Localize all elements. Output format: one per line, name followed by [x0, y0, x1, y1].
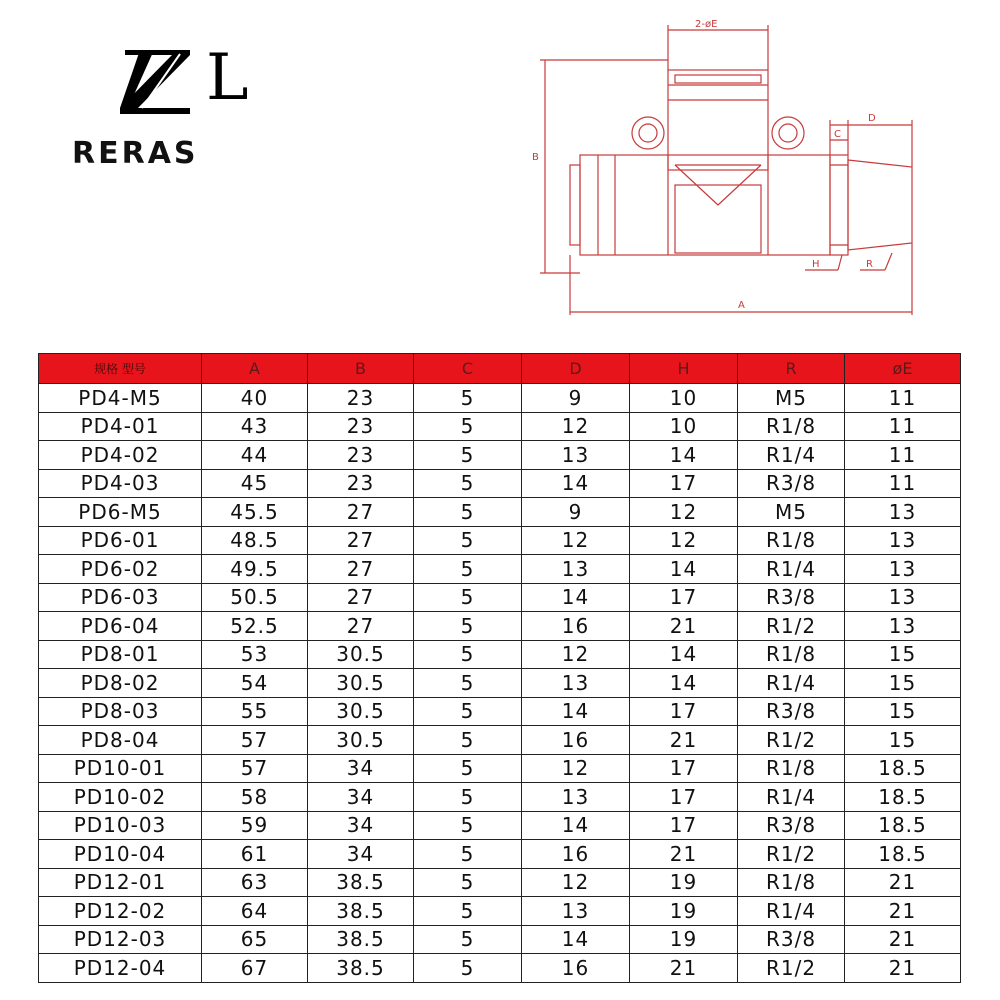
- cell-r: R1/8: [738, 868, 845, 897]
- cell-model: PD8-02: [39, 669, 202, 698]
- header-h: H: [630, 354, 738, 384]
- table-row: [39, 954, 961, 983]
- cell-b: 30.5: [308, 697, 414, 726]
- cell-d: 14: [522, 811, 630, 840]
- cell-a: 57: [202, 754, 308, 783]
- cell-model: PD12-04: [39, 954, 202, 983]
- cell-e: 18.5: [845, 840, 961, 869]
- cell-model: PD4-03: [39, 469, 202, 498]
- cell-h: 14: [630, 555, 738, 584]
- cell-b: 38.5: [308, 868, 414, 897]
- cell-c: 5: [414, 469, 522, 498]
- cell-d: 14: [522, 469, 630, 498]
- cell-a: 59: [202, 811, 308, 840]
- cell-model: PD8-03: [39, 697, 202, 726]
- cell-c: 5: [414, 754, 522, 783]
- cell-d: 16: [522, 726, 630, 755]
- cell-h: 19: [630, 925, 738, 954]
- cell-h: 14: [630, 441, 738, 470]
- cell-e: 13: [845, 612, 961, 641]
- cell-model: PD4-M5: [39, 384, 202, 413]
- cell-model: PD10-04: [39, 840, 202, 869]
- cell-a: 44: [202, 441, 308, 470]
- cell-a: 61: [202, 840, 308, 869]
- cell-a: 57: [202, 726, 308, 755]
- cell-a: 54: [202, 669, 308, 698]
- cell-model: PD6-03: [39, 583, 202, 612]
- cell-e: 18.5: [845, 754, 961, 783]
- tee-fitting-diagram: [520, 15, 940, 330]
- cell-b: 30.5: [308, 669, 414, 698]
- cell-c: 5: [414, 441, 522, 470]
- cell-e: 21: [845, 925, 961, 954]
- cell-model: PD10-03: [39, 811, 202, 840]
- cell-d: 14: [522, 925, 630, 954]
- cell-r: R1/2: [738, 840, 845, 869]
- header-e: øE: [845, 354, 961, 384]
- cell-model: PD12-01: [39, 868, 202, 897]
- cell-h: 14: [630, 669, 738, 698]
- cell-d: 12: [522, 754, 630, 783]
- cell-e: 15: [845, 697, 961, 726]
- cell-c: 5: [414, 498, 522, 527]
- cell-d: 14: [522, 697, 630, 726]
- cell-a: 58: [202, 783, 308, 812]
- cell-h: 17: [630, 469, 738, 498]
- cell-r: R3/8: [738, 811, 845, 840]
- cell-a: 52.5: [202, 612, 308, 641]
- cell-d: 16: [522, 612, 630, 641]
- cell-h: 10: [630, 384, 738, 413]
- table-body: [39, 384, 961, 983]
- dim-label-e: 2-øE: [695, 19, 718, 30]
- cell-model: PD6-01: [39, 526, 202, 555]
- cell-r: M5: [738, 384, 845, 413]
- cell-d: 13: [522, 555, 630, 584]
- cell-r: M5: [738, 498, 845, 527]
- table-row: [39, 811, 961, 840]
- cell-d: 12: [522, 640, 630, 669]
- cell-d: 16: [522, 840, 630, 869]
- cell-b: 27: [308, 612, 414, 641]
- cell-h: 19: [630, 868, 738, 897]
- cell-a: 63: [202, 868, 308, 897]
- cell-c: 5: [414, 612, 522, 641]
- cell-d: 12: [522, 526, 630, 555]
- cell-b: 38.5: [308, 954, 414, 983]
- dim-label-b: B: [532, 152, 539, 163]
- cell-e: 21: [845, 954, 961, 983]
- cell-b: 30.5: [308, 640, 414, 669]
- cell-c: 5: [414, 640, 522, 669]
- cell-a: 40: [202, 384, 308, 413]
- cell-b: 27: [308, 498, 414, 527]
- dim-label-h: H: [812, 259, 820, 270]
- cell-c: 5: [414, 384, 522, 413]
- cell-h: 17: [630, 783, 738, 812]
- dim-label-a: A: [738, 300, 745, 311]
- cell-model: PD6-04: [39, 612, 202, 641]
- cell-r: R1/4: [738, 669, 845, 698]
- spec-table: [38, 353, 961, 983]
- cell-r: R3/8: [738, 469, 845, 498]
- cell-r: R1/4: [738, 555, 845, 584]
- cell-h: 21: [630, 612, 738, 641]
- cell-c: 5: [414, 697, 522, 726]
- cell-model: PD12-02: [39, 897, 202, 926]
- cell-h: 14: [630, 640, 738, 669]
- cell-model: PD10-01: [39, 754, 202, 783]
- cell-a: 43: [202, 412, 308, 441]
- cell-model: PD12-03: [39, 925, 202, 954]
- table-row: [39, 384, 961, 413]
- header-a: A: [202, 354, 308, 384]
- header-model: 规格 型号: [39, 354, 202, 384]
- cell-model: PD6-02: [39, 555, 202, 584]
- cell-e: 11: [845, 441, 961, 470]
- table-row: [39, 783, 961, 812]
- cell-e: 15: [845, 669, 961, 698]
- table-row: [39, 754, 961, 783]
- cell-h: 12: [630, 498, 738, 527]
- table-row: [39, 412, 961, 441]
- cell-h: 10: [630, 412, 738, 441]
- table-row: [39, 583, 961, 612]
- table-header-row: [39, 354, 961, 384]
- cell-c: 5: [414, 555, 522, 584]
- cell-h: 17: [630, 754, 738, 783]
- cell-model: PD4-01: [39, 412, 202, 441]
- cell-b: 23: [308, 384, 414, 413]
- cell-h: 17: [630, 697, 738, 726]
- cell-a: 50.5: [202, 583, 308, 612]
- cell-model: PD10-02: [39, 783, 202, 812]
- table-row: [39, 868, 961, 897]
- cell-e: 18.5: [845, 783, 961, 812]
- cell-model: PD4-02: [39, 441, 202, 470]
- cell-c: 5: [414, 925, 522, 954]
- cell-model: PD8-04: [39, 726, 202, 755]
- cell-r: R1/4: [738, 441, 845, 470]
- table-row: [39, 897, 961, 926]
- cell-a: 48.5: [202, 526, 308, 555]
- cell-b: 38.5: [308, 925, 414, 954]
- cell-c: 5: [414, 783, 522, 812]
- table-row: [39, 726, 961, 755]
- cell-d: 13: [522, 783, 630, 812]
- cell-r: R3/8: [738, 697, 845, 726]
- cell-c: 5: [414, 840, 522, 869]
- table-row: [39, 669, 961, 698]
- cell-a: 67: [202, 954, 308, 983]
- cell-d: 12: [522, 412, 630, 441]
- table-row: [39, 697, 961, 726]
- table-row: [39, 469, 961, 498]
- dim-label-c: C: [834, 129, 841, 140]
- cell-d: 16: [522, 954, 630, 983]
- brand-logo: [60, 40, 300, 180]
- cell-b: 34: [308, 754, 414, 783]
- cell-c: 5: [414, 669, 522, 698]
- cell-c: 5: [414, 897, 522, 926]
- cell-b: 34: [308, 811, 414, 840]
- dim-label-d: D: [868, 113, 876, 124]
- cell-e: 11: [845, 412, 961, 441]
- zl-logo-mark: [120, 40, 300, 120]
- cell-b: 23: [308, 441, 414, 470]
- cell-c: 5: [414, 726, 522, 755]
- cell-b: 34: [308, 840, 414, 869]
- cell-e: 11: [845, 469, 961, 498]
- cell-r: R1/8: [738, 526, 845, 555]
- cell-b: 27: [308, 583, 414, 612]
- dim-label-r: R: [866, 259, 873, 270]
- cell-r: R1/8: [738, 754, 845, 783]
- cell-d: 13: [522, 897, 630, 926]
- cell-a: 45: [202, 469, 308, 498]
- fitting-drawing: [520, 15, 940, 330]
- cell-a: 64: [202, 897, 308, 926]
- cell-c: 5: [414, 583, 522, 612]
- cell-e: 13: [845, 526, 961, 555]
- cell-d: 13: [522, 669, 630, 698]
- cell-c: 5: [414, 412, 522, 441]
- cell-b: 23: [308, 412, 414, 441]
- header-c: C: [414, 354, 522, 384]
- cell-h: 21: [630, 840, 738, 869]
- cell-r: R1/2: [738, 954, 845, 983]
- cell-a: 49.5: [202, 555, 308, 584]
- table-row: [39, 612, 961, 641]
- cell-r: R1/4: [738, 783, 845, 812]
- cell-r: R1/8: [738, 640, 845, 669]
- cell-c: 5: [414, 954, 522, 983]
- cell-d: 9: [522, 498, 630, 527]
- cell-e: 21: [845, 868, 961, 897]
- cell-h: 17: [630, 583, 738, 612]
- cell-h: 19: [630, 897, 738, 926]
- cell-e: 13: [845, 498, 961, 527]
- cell-b: 27: [308, 526, 414, 555]
- cell-d: 14: [522, 583, 630, 612]
- header-d: D: [522, 354, 630, 384]
- cell-d: 12: [522, 868, 630, 897]
- cell-e: 15: [845, 726, 961, 755]
- cell-c: 5: [414, 811, 522, 840]
- header-b: B: [308, 354, 414, 384]
- cell-r: R1/8: [738, 412, 845, 441]
- cell-e: 11: [845, 384, 961, 413]
- cell-r: R3/8: [738, 925, 845, 954]
- table-row: [39, 840, 961, 869]
- cell-b: 38.5: [308, 897, 414, 926]
- cell-c: 5: [414, 868, 522, 897]
- cell-e: 15: [845, 640, 961, 669]
- header-r: R: [738, 354, 845, 384]
- brand-name: RERAS: [72, 136, 199, 171]
- cell-model: PD8-01: [39, 640, 202, 669]
- cell-b: 23: [308, 469, 414, 498]
- cell-h: 12: [630, 526, 738, 555]
- cell-a: 55: [202, 697, 308, 726]
- cell-h: 21: [630, 954, 738, 983]
- cell-e: 21: [845, 897, 961, 926]
- table-row: [39, 925, 961, 954]
- table-row: [39, 640, 961, 669]
- cell-b: 34: [308, 783, 414, 812]
- cell-r: R1/4: [738, 897, 845, 926]
- cell-d: 9: [522, 384, 630, 413]
- cell-a: 45.5: [202, 498, 308, 527]
- cell-d: 13: [522, 441, 630, 470]
- cell-r: R1/2: [738, 612, 845, 641]
- cell-a: 65: [202, 925, 308, 954]
- cell-e: 13: [845, 583, 961, 612]
- cell-e: 13: [845, 555, 961, 584]
- cell-a: 53: [202, 640, 308, 669]
- table-row: [39, 526, 961, 555]
- cell-h: 17: [630, 811, 738, 840]
- table-row: [39, 555, 961, 584]
- cell-e: 18.5: [845, 811, 961, 840]
- cell-model: PD6-M5: [39, 498, 202, 527]
- cell-b: 30.5: [308, 726, 414, 755]
- cell-r: R1/2: [738, 726, 845, 755]
- cell-c: 5: [414, 526, 522, 555]
- cell-h: 21: [630, 726, 738, 755]
- table-row: [39, 441, 961, 470]
- z-glyph-icon: [120, 40, 210, 120]
- table-row: [39, 498, 961, 527]
- cell-r: R3/8: [738, 583, 845, 612]
- cell-b: 27: [308, 555, 414, 584]
- logo-letter: L: [206, 41, 249, 115]
